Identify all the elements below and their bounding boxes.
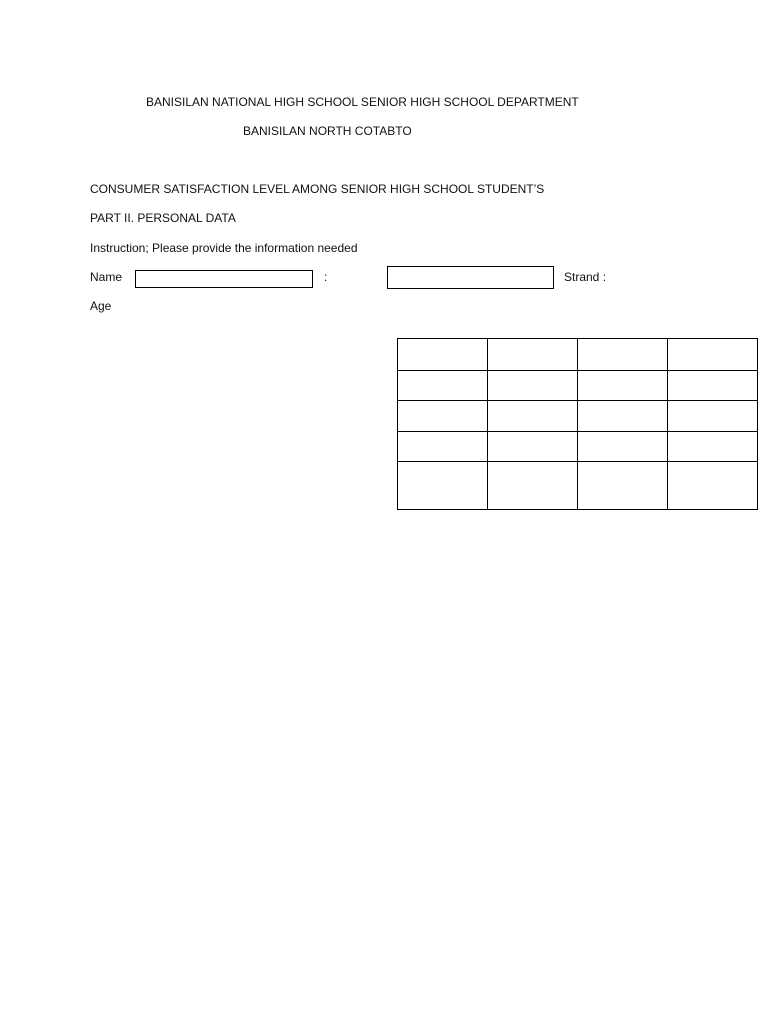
table-row	[398, 432, 758, 462]
strand-field[interactable]	[387, 266, 554, 289]
name-label: Name	[90, 270, 123, 284]
school-name-heading: BANISILAN NATIONAL HIGH SCHOOL SENIOR HIGH SCHOOL DEPARTMENT	[146, 95, 579, 109]
table-cell[interactable]	[488, 462, 578, 510]
data-table	[397, 338, 758, 510]
name-field[interactable]	[135, 270, 313, 288]
table-cell[interactable]	[668, 371, 758, 401]
table-cell[interactable]	[488, 401, 578, 432]
table-cell[interactable]	[578, 339, 668, 371]
age-label: Age	[90, 299, 112, 313]
table-cell[interactable]	[668, 462, 758, 510]
table-cell[interactable]	[398, 432, 488, 462]
school-location-heading: BANISILAN NORTH COTABTO	[243, 124, 412, 138]
table-row	[398, 462, 758, 510]
table-cell[interactable]	[398, 371, 488, 401]
table-cell[interactable]	[398, 462, 488, 510]
table-cell[interactable]	[578, 371, 668, 401]
instruction-text: Instruction; Please provide the information needed	[90, 241, 358, 255]
table-row	[398, 339, 758, 371]
table-cell[interactable]	[398, 401, 488, 432]
table-cell[interactable]	[488, 371, 578, 401]
table-cell[interactable]	[578, 462, 668, 510]
table-cell[interactable]	[398, 339, 488, 371]
part-title: PART II. PERSONAL DATA	[90, 211, 236, 225]
strand-label: Strand :	[564, 270, 607, 284]
table-cell[interactable]	[668, 339, 758, 371]
colon-separator: :	[324, 270, 328, 284]
table-cell[interactable]	[578, 432, 668, 462]
table-cell[interactable]	[578, 401, 668, 432]
table-row	[398, 401, 758, 432]
survey-title: CONSUMER SATISFACTION LEVEL AMONG SENIOR HIGH SCHOOL STUDENT’S	[90, 182, 545, 196]
table-cell[interactable]	[668, 432, 758, 462]
table-row	[398, 371, 758, 401]
table-cell[interactable]	[668, 401, 758, 432]
table-cell[interactable]	[488, 339, 578, 371]
table-cell[interactable]	[488, 432, 578, 462]
